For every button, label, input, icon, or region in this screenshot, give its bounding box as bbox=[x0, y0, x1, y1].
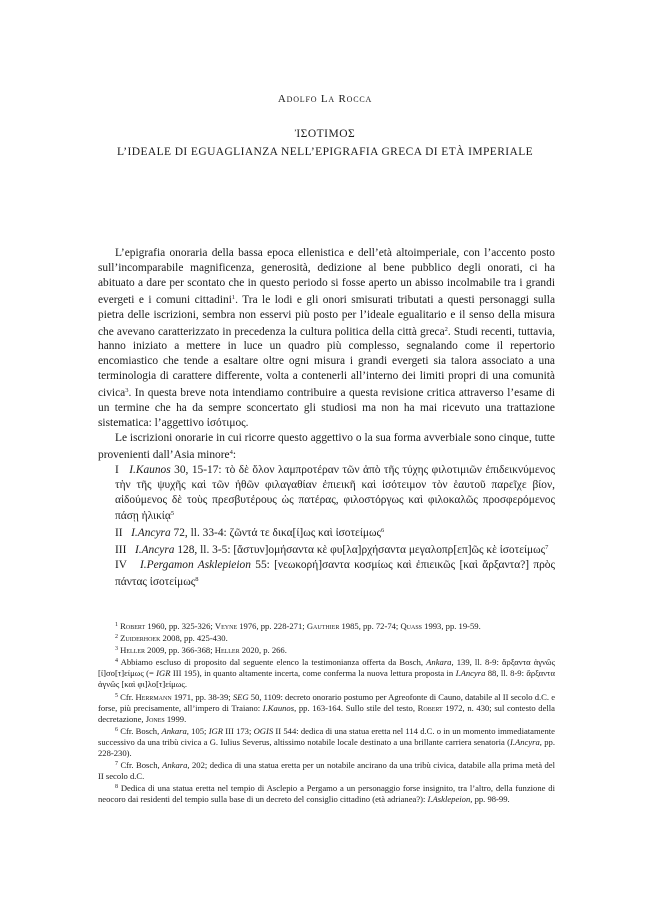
text-run: , pp. 228-230). bbox=[98, 736, 555, 759]
footnote-number: 1 bbox=[115, 622, 118, 628]
paragraph-intro bbox=[98, 246, 555, 431]
author-ref: Heller bbox=[214, 645, 240, 656]
inscription-number: I bbox=[115, 463, 119, 476]
text-run: : bbox=[232, 448, 237, 461]
main-text bbox=[98, 246, 555, 590]
text-run: II 544: dedica di una statua eretta nel 114 d.C. o in un momento immediatamente successivo da una tribù civica a G. Iulius Severus, altissimo notabile locale destinato a una brillante carriera senatoria ( bbox=[98, 725, 555, 747]
author-ref: Gauthier bbox=[306, 621, 340, 631]
author-ref: Zuiderhoek bbox=[120, 633, 161, 644]
inscription-number: IV bbox=[115, 559, 128, 572]
inscription-reference: I.Ancyra bbox=[134, 544, 175, 557]
text-run: Cfr. bbox=[120, 691, 136, 702]
text-run: 1985, pp. 72-74; bbox=[339, 621, 401, 631]
footnote-number: 6 bbox=[115, 726, 118, 733]
inscription-item bbox=[98, 463, 555, 525]
text-run: Abbiamo escluso di proposito dal seguente elenco la testimonianza offerta da Bosch, bbox=[120, 657, 427, 668]
footnote-ref: 6 bbox=[381, 527, 385, 535]
inscription-number: II bbox=[115, 527, 123, 540]
text-run: 1972, n. 430; sul contesto della decretazione, bbox=[98, 702, 555, 724]
footnote-number: 8 bbox=[115, 784, 118, 791]
text-run: 88, ll. 8-9: ἄρξαντα ἁγνῶς [καὶ φι]λο[τ]είμως. bbox=[98, 668, 555, 690]
author-ref: Heller bbox=[120, 645, 146, 656]
footnote bbox=[98, 644, 555, 656]
inscription-location: 128, ll. 3-5: bbox=[174, 544, 234, 557]
text-run: Dedica di una statua eretta nel tempio di Asclepio a Pergamo a un personaggio forse insignito, tra l’altro, della funzione di neocoro dai residenti del tempio sulla base di un decreto del consiglio cittadino (età adrianea?): bbox=[98, 783, 555, 805]
text-run: . Studi recenti, tuttavia, hanno iniziato a mettere in luce un quadro più complesso, segnalando come il repertorio encomiastico che tende a esaltare oltre ogni misura i grandi evergeti sia talora associato a una terminologia di carattere differente, volta a contenerli all’interno dei limiti propri di una comunità civica bbox=[98, 325, 555, 400]
text-run: 50, 1109: decreto onorario postumo per Agreofonte di Cauno, databile al II secolo d.C. e forse, più precisamente, all’impero di Traiano: bbox=[98, 691, 556, 713]
footnote-ref: 5 bbox=[170, 510, 175, 518]
footnote-number: 2 bbox=[115, 634, 118, 641]
footnote-ref: 2 bbox=[444, 325, 448, 333]
text-run: , 202; dedica di una statua eretta per un notabile ancirano da una tribù civica, databile alla prima metà del II secolo d.C. bbox=[98, 760, 556, 782]
source-ref: IGR bbox=[208, 725, 224, 736]
source-ref: I.Ancyra bbox=[455, 668, 486, 679]
text-run: III 195), in quanto altamente incerta, come conferma la nuova lettura proposta in bbox=[170, 668, 456, 679]
footnote-ref: 8 bbox=[195, 576, 199, 584]
text-run: Le iscrizioni onorarie in cui ricorre questo aggettivo o la sua forma avverbiale sono cinque, tutte provenienti dall’Asia minore bbox=[98, 431, 555, 461]
source-ref: I.Kaunos bbox=[262, 702, 295, 713]
paragraph-list-intro bbox=[98, 431, 555, 463]
footnote bbox=[98, 691, 555, 725]
text-run: Cfr. Bosch, bbox=[120, 725, 162, 736]
inscription-location: 30, 15-17: bbox=[170, 463, 226, 476]
text-run: , pp. 98-99. bbox=[470, 794, 510, 805]
text-run: , 139, ll. 8-9: ἄρξαντα ἁγνῶς [ἰ]σο[τ]είμως (= bbox=[98, 657, 555, 679]
footnote bbox=[98, 759, 555, 782]
text-run: 1971, pp. 38-39; bbox=[171, 691, 233, 702]
article-subtitle: L’IDEALE DI EGUAGLIANZA NELL’EPIGRAFIA GRECA DI ETÀ IMPERIALE bbox=[116, 146, 534, 158]
text-run: 1960, pp. 325-326; bbox=[145, 621, 215, 631]
inscription-text: τὸ δὲ ὅλον λαμπροτέραν τῶν ἀπὸ τῆς τύχης φιλοτιμιῶν ἐπιδεικνύμενος τὴν τῆς ψυχῆς καὶ τῶν ἠθῶν φιλαγαθίαν ἐπιεικῆ καὶ ἰσότειμον τὸν ἑαυτοῦ παρεῖχε βίον, αἰδούμενος δὲ τοὺς πρεσβυτέρους ὡς πατέρας, φιλοστόργως καὶ φιλοκαλῶς προσφερόμενος πάσῃ ἡλικίᾳ bbox=[115, 463, 555, 523]
source-ref: Ankara bbox=[162, 760, 188, 771]
inscription-item bbox=[98, 524, 555, 541]
inscription-reference: I.Pergamon Asklepieion bbox=[140, 559, 251, 572]
inscription-item bbox=[98, 541, 555, 558]
source-ref: IGR bbox=[156, 668, 171, 679]
footnote bbox=[98, 632, 555, 644]
inscription-reference: I.Kaunos bbox=[129, 463, 171, 476]
footnote bbox=[98, 725, 555, 759]
text-run: 1999. bbox=[164, 713, 187, 724]
source-ref: Ankara bbox=[161, 725, 187, 736]
inscription-text: ζῶντά τε δικα[ί]ως καὶ ἰσοτείμως bbox=[229, 527, 382, 540]
footnote bbox=[98, 782, 555, 805]
text-run: L’epigrafia onoraria della bassa epoca ellenistica e dell’età altoimperiale, con l’accento posto sull’incomparabile magnificenza, generosità, dedizione al bene pubblico degli onorati, ci ha abituato a dare per scontato che in questo periodo si fosse aperto un abisso incolmabile tra i grandi evergeti e i comuni cittadini bbox=[98, 247, 555, 306]
footnote-ref: 7 bbox=[545, 544, 549, 552]
author-ref: Herrmann bbox=[135, 691, 172, 702]
footnote-number: 3 bbox=[115, 646, 118, 653]
text-run: Cfr. Bosch, bbox=[120, 760, 163, 771]
source-ref: I.Ancyra bbox=[509, 736, 540, 747]
footnote bbox=[98, 620, 555, 632]
text-run: 1976, pp. 228-271; bbox=[237, 621, 307, 631]
footnotes bbox=[98, 620, 555, 806]
inscription-number: III bbox=[115, 544, 127, 557]
footnote-number: 5 bbox=[115, 692, 118, 699]
author-ref: Quass bbox=[400, 621, 423, 631]
text-run: 1993, pp. 19-59. bbox=[422, 621, 481, 631]
footnote-ref: 3 bbox=[125, 387, 129, 395]
text-run: III 173; bbox=[223, 725, 254, 736]
inscription-item bbox=[98, 558, 555, 590]
author-ref: Robert bbox=[417, 702, 443, 713]
footnote-ref: 4 bbox=[229, 448, 233, 456]
author-ref: Veyne bbox=[214, 621, 238, 631]
text-run: 2020, p. 266. bbox=[239, 645, 287, 656]
footnote-number: 4 bbox=[115, 658, 118, 665]
author-ref: Jones bbox=[145, 713, 165, 724]
article-title-greek: ἸΣΟΤΙΜΟΣ bbox=[294, 128, 356, 140]
author-ref: Robert bbox=[120, 621, 146, 631]
source-ref: Ankara bbox=[426, 657, 452, 668]
text-run: , pp. 163-164. Sullo stile del testo, bbox=[294, 702, 418, 713]
author-name: Adolfo La Rocca bbox=[277, 93, 373, 105]
text-run: 2009, pp. 366-368; bbox=[145, 645, 215, 656]
footnote-number: 7 bbox=[115, 761, 118, 768]
source-ref: SEG bbox=[232, 691, 249, 702]
inscription-text: [ἄστυν]ομήσαντα κὲ φυ[λα]ρχήσαντα μεγαλοπρ[επ]ῶς κὲ ἰσοτείμως bbox=[233, 544, 546, 557]
text-run: . In questa breve nota intendiamo contribuire a questa revisione critica attraverso l’esame di un termine che ha da sempre sconcertato gli studiosi ma non ha mai ricevuto una trattazione sistematica: l’aggettivo ἰσότιμος. bbox=[98, 387, 555, 429]
inscription-location: 72, ll. 33-4: bbox=[170, 527, 230, 540]
footnote-ref: 1 bbox=[231, 293, 236, 301]
text-run: 2008, pp. 425-430. bbox=[160, 633, 228, 644]
source-ref: I.Asklepeion bbox=[427, 794, 471, 805]
inscription-text: [νεωκορή]σαντα κοσμίως καὶ ἐπιεικῶς [καὶ ἄρξαντα?] πρὸς πάντας ἰσοτείμως bbox=[115, 559, 556, 589]
inscription-location: 55: bbox=[250, 559, 275, 572]
text-run: . Tra le lodi e gli onori smisurati tributati a questi personaggi sulla pietra delle iscrizioni, sembra non esservi più posto per l’ideale egualitario e il senso della misura che avevano caratterizzato in precedenza la cultura politica della città greca bbox=[98, 293, 555, 338]
inscription-reference: I.Ancyra bbox=[131, 527, 171, 540]
source-ref: OGIS bbox=[253, 725, 274, 736]
text-run: , 105; bbox=[186, 725, 209, 736]
footnote bbox=[98, 656, 555, 690]
